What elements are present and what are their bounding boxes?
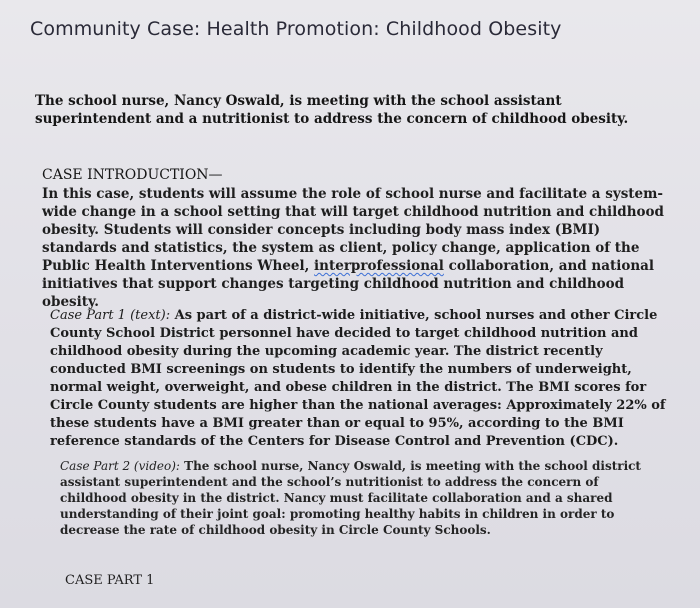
case-part-1-text: As part of a district-wide initiative, school nurses and other Circle County School District personnel have decided to target childhood nutrition and childhood obesity during the upcoming academic year. The district recently conducted BMI screenings on students to identify the numbers of underweight, normal weight, overweight, and obese children in the district. The BMI scores for Circle County students are higher than the national averages: Approximately 22% of these students have a BMI greater than or equal to 95%, according to the BMI reference standards of the Centers for Disease Control and Prevention (CDC). <box>50 308 666 449</box>
case-part-1-label: Case Part 1 (text): <box>50 308 171 323</box>
intro-paragraph: The school nurse, Nancy Oswald, is meeting with the school assistant superintendent and a nutritionist to address the concern of childhood obesity. <box>35 93 629 127</box>
case-introduction-text-start: In this case, students will assume the role of school nurse and facilitate a system-wide change in a school setting that will target childhood nutrition and childhood obesity. Students will consider concepts including body mass index (BMI) standards and statistics, the system as client, policy change, application of the Public Health Interventions Wheel, <box>42 186 664 274</box>
case-part-2-paragraph <box>60 458 650 538</box>
case-introduction-heading: CASE INTRODUCTION— <box>42 167 223 183</box>
case-part-2-label: Case Part 2 (video): <box>60 459 180 473</box>
case-part-1-heading: CASE PART 1 <box>65 573 155 588</box>
case-part-2-text: The school nurse, Nancy Oswald, is meeting with the school district assistant superintendent and the school’s nutritionist to address the concern of childhood obesity in the district. Nancy must facilitate collaboration and a shared understanding of their joint goal: promoting healthy habits in children in order to decrease the rate of childhood obesity in Circle County Schools. <box>60 459 641 537</box>
case-part-1-paragraph <box>50 307 670 451</box>
case-introduction-text-end: collaboration, and national initiatives that support changes targeting childhood nutrition and childhood obesity. <box>42 258 655 310</box>
spellcheck-flagged-word: interprofessional <box>314 258 444 274</box>
page-title: Community Case: Health Promotion: Childhood Obesity <box>30 18 562 40</box>
case-introduction-paragraph <box>42 185 672 311</box>
